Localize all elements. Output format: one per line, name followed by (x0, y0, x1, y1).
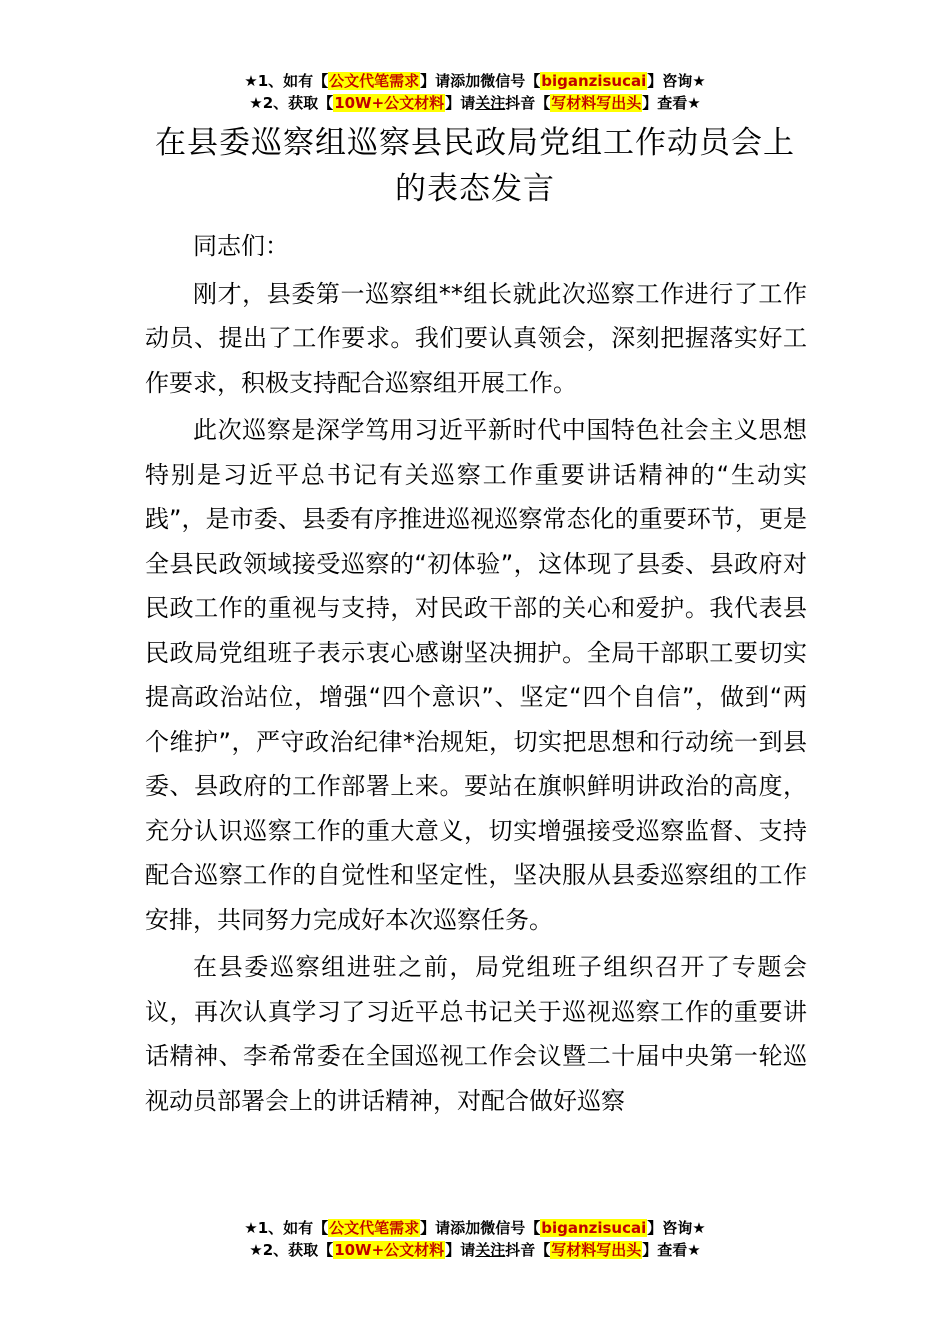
banner-text: 】咨询★ (647, 72, 706, 90)
banner-text: 】查看★ (642, 1241, 701, 1259)
document-body (145, 224, 807, 1126)
banner-highlight-douyin: 写材料写出头 (551, 1241, 642, 1259)
banner-highlight-wechat-id: biganzisucai (541, 1219, 647, 1237)
banner-text: 抖音【 (505, 94, 551, 112)
header-banner (0, 70, 950, 114)
banner-text: 】请 (445, 1241, 476, 1259)
banner-text-underlined: 关注 (475, 1241, 506, 1259)
banner-line-2 (0, 92, 950, 114)
banner-highlight-service: 公文代笔需求 (329, 72, 420, 90)
banner-text: 】请添 (420, 72, 466, 90)
banner-text: 】查看★ (642, 94, 701, 112)
paragraph: 在县委巡察组进驻之前，局党组班子组织召开了专题会议，再次认真学习了习近平总书记关于巡视巡察工作的重要讲话精神、李希常委在全国巡视工作会议暨二十届中央第一轮巡视动员部署会上的讲话精神，对配合做好巡察 (145, 953, 807, 1115)
banner-text: ★1、如有【 (244, 1219, 329, 1237)
banner-text: ★2、获取【 (249, 94, 334, 112)
banner-text: 微信号【 (480, 72, 541, 90)
salutation: 同志们： (193, 232, 289, 260)
banner-highlight-douyin: 写材料写出头 (551, 94, 642, 112)
banner-line-1 (0, 1217, 950, 1239)
document-title: 在县委巡察组巡察县民政局党组工作动员会上的表态发言 (155, 125, 795, 207)
banner-highlight-materials: 10W+公文材料 (334, 1241, 445, 1259)
footer-banner (0, 1217, 950, 1261)
banner-text: 】咨询★ (647, 1219, 706, 1237)
banner-highlight-materials: 10W+公文材料 (334, 94, 445, 112)
banner-text: 】请添 (420, 1219, 466, 1237)
banner-text-underlined: 关注 (475, 94, 506, 112)
banner-highlight-wechat-id: biganzisucai (541, 72, 647, 90)
banner-text: 微信号【 (480, 1219, 541, 1237)
paragraph: 刚才，县委第一巡察组**组长就此次巡察工作进行了工作动员、提出了工作要求。我们要认真领会，深刻把握落实好工作要求，积极支持配合巡察组开展工作。 (145, 279, 807, 397)
banner-text: ★1、如有【 (244, 72, 329, 90)
banner-text: 加 (465, 1219, 481, 1237)
banner-line-1 (0, 70, 950, 92)
banner-text: ★2、获取【 (249, 1241, 334, 1259)
banner-text: 抖音【 (505, 1241, 551, 1259)
banner-text: 】请 (445, 94, 476, 112)
banner-highlight-service: 公文代笔需求 (329, 1219, 420, 1237)
paragraph: 此次巡察是深学笃用习近平新时代中国特色社会主义思想特别是习近平总书记有关巡察工作重要讲话精神的“生动实践”，是市委、县委有序推进巡视巡察常态化的重要环节，更是全县民政领域接受巡察的“初体验”，这体现了县委、县政府对民政工作的重视与支持，对民政干部的关心和爱护。我代表县民政局党组班子表示衷心感谢坚决拥护。全局干部职工要切实提高政治站位，增强“四个意识”、坚定“四个自信”，做到“两个维护”，严守政治纪律*治规矩，切实把思想和行动统一到县委、县政府的工作部署上来。要站在旗帜鲜明讲政治的高度，充分认识巡察工作的重大意义，切实增强接受巡察监督、支持配合巡察工作的自觉性和坚定性，坚决服从县委巡察组的工作安排，共同努力完成好本次巡察任务。 (145, 416, 807, 934)
banner-line-2 (0, 1239, 950, 1261)
banner-text: 加 (465, 72, 481, 90)
